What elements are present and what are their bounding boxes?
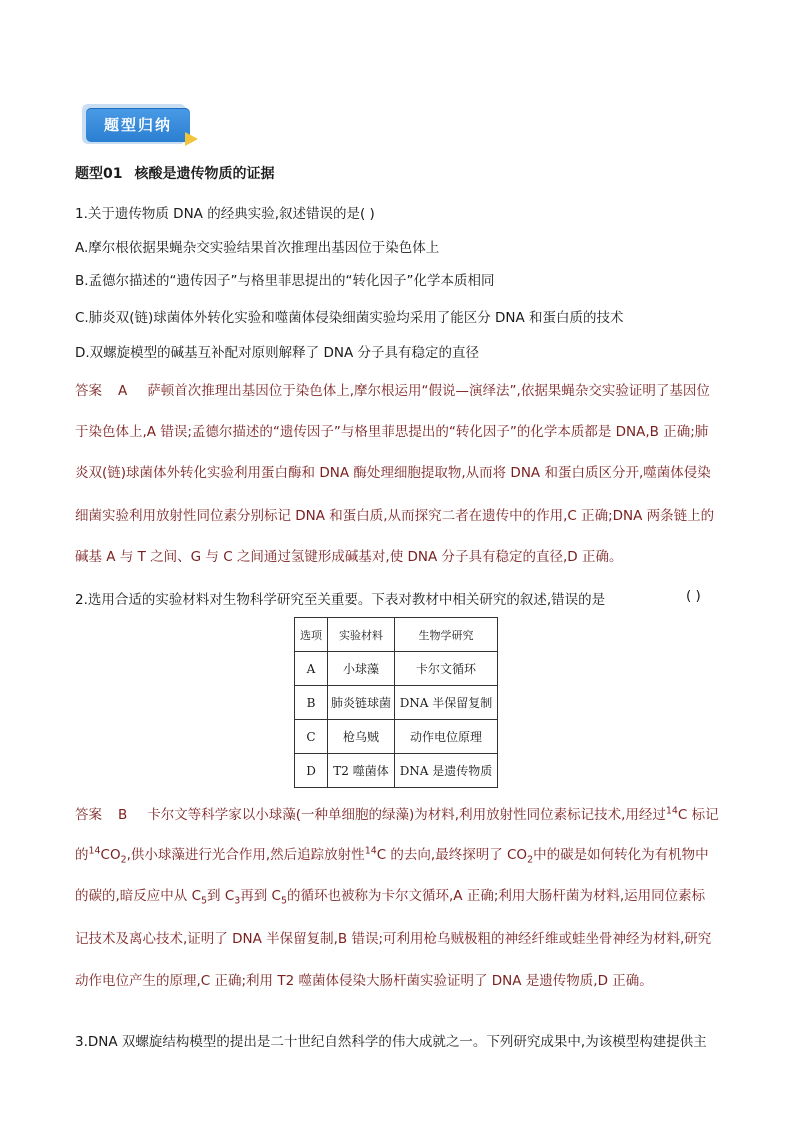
table-cell: D	[295, 754, 328, 788]
q1-option-d: D.双螺旋模型的碱基互补配对原则解释了 DNA 分子具有稳定的直径	[75, 345, 479, 361]
table-header-cell: 选项	[295, 618, 328, 652]
q1-explanation-5: 碱基 A 与 T 之间、G 与 C 之间通过氢键形成碱基对,使 DNA 分子具有稳定的直径,D 正确。	[75, 549, 623, 565]
q2-expl-sup: 14	[88, 845, 101, 857]
q2-answer-tag: 答案	[75, 807, 102, 823]
banner-accent-icon	[185, 132, 198, 146]
table-cell: 卡尔文循环	[395, 652, 498, 686]
q1-explanation-2: 于染色体上,A 错误;孟德尔描述的“遗传因子”与格里菲思提出的“转化因子”的化学本质都是 DNA,B 正确;肺	[75, 424, 709, 440]
q2-answer-key: B	[118, 807, 128, 823]
q2-expl-text: 再到 C	[240, 888, 281, 904]
q1-answer-line-1	[75, 379, 710, 399]
q2-expl-sub: 3	[234, 895, 241, 907]
q2-expl-sub: 2	[527, 854, 534, 866]
q2-table	[294, 617, 498, 788]
table-row	[295, 720, 498, 754]
table-cell: DNA 是遗传物质	[395, 754, 498, 788]
table-header-row	[295, 618, 498, 652]
q1-answer-key: A	[118, 383, 128, 399]
table-cell: C	[295, 720, 328, 754]
q2-answer-line-1	[75, 803, 719, 823]
table-cell: DNA 半保留复制	[395, 686, 498, 720]
section-number: 题型01	[75, 166, 123, 182]
q2-answer-line-2	[75, 843, 709, 866]
q1-option-b: B.孟德尔描述的“遗传因子”与格里菲思提出的“转化因子”化学本质相同	[75, 273, 495, 289]
table-row	[295, 754, 498, 788]
q2-expl-text: 的	[75, 847, 89, 863]
q2-expl-text: C 的去向,最终探明了 CO	[376, 847, 528, 863]
table-cell: 小球藻	[328, 652, 395, 686]
q2-expl-text: CO	[100, 847, 121, 863]
q2-expl-sub: 5	[201, 895, 208, 907]
q1-explanation-1: 萨顿首次推理出基因位于染色体上,摩尔根运用“假说—演绎法”,依据果蝇杂交实验证明了基因位	[147, 383, 710, 399]
q1-explanation-3: 炎双(链)球菌体外转化实验利用蛋白酶和 DNA 酶处理细胞提取物,从而将 DNA 和蛋白质区分开,噬菌体侵染	[75, 465, 711, 481]
section-title-text: 核酸是遗传物质的证据	[134, 166, 275, 182]
q2-answer-line-5: 动作电位产生的原理,C 正确;利用 T2 噬菌体侵染大肠杆菌实验证明了 DNA 是遗传物质,D 正确。	[75, 973, 653, 989]
q1-explanation-4: 细菌实验利用放射性同位素分别标记 DNA 和蛋白质,从而探究二者在遗传中的作用,C 正确;DNA 两条链上的	[75, 508, 715, 524]
table-row	[295, 686, 498, 720]
q2-expl-text: 中的碳是如何转化为有机物中	[533, 847, 709, 863]
q2-expl-text: 的循环也被称为卡尔文循环,A 正确;利用大肠杆菌为材料,运用同位素标	[287, 888, 706, 904]
q1-option-c: C.肺炎双(链)球菌体外转化实验和噬菌体侵染细菌实验均采用了能区分 DNA 和蛋白质的技术	[75, 310, 624, 326]
q2-expl-sub: 5	[280, 895, 287, 907]
q2-answer-line-3	[75, 884, 705, 907]
q2-expl-text: C 标记	[677, 807, 719, 823]
q2-stem: 2.选用合适的实验材料对生物科学研究至关重要。下表对教材中相关研究的叙述,错误的是	[75, 592, 606, 608]
table-cell: 枪乌贼	[328, 720, 395, 754]
table-cell: A	[295, 652, 328, 686]
section-banner	[82, 104, 200, 148]
table-cell: 动作电位原理	[395, 720, 498, 754]
section-title	[75, 163, 274, 183]
table-header-cell: 实验材料	[328, 618, 395, 652]
banner-label: 题型归纳	[103, 116, 172, 134]
q3-stem: 3.DNA 双螺旋结构模型的提出是二十世纪自然科学的伟大成就之一。下列研究成果中,为该模型构建提供主	[75, 1034, 707, 1050]
table-header-cell: 生物学研究	[395, 618, 498, 652]
q2-expl-text: 到 C	[207, 888, 235, 904]
q1-answer-tag: 答案	[75, 383, 102, 399]
q2-expl-sup: 14	[665, 805, 678, 817]
q2-expl-sub: 2	[120, 854, 127, 866]
q2-expl-text: 卡尔文等科学家以小球藻(一种单细胞的绿藻)为材料,利用放射性同位素标记技术,用经过	[147, 807, 666, 823]
table-cell: T2 噬菌体	[328, 754, 395, 788]
q2-answer-blank: ( )	[686, 588, 701, 604]
q1-option-a: A.摩尔根依据果蝇杂交实验结果首次推理出基因位于染色体上	[75, 240, 440, 256]
q2-expl-text: ,供小球藻进行光合作用,然后追踪放射性	[126, 847, 365, 863]
table-cell: B	[295, 686, 328, 720]
q2-answer-line-4: 记技术及离心技术,证明了 DNA 半保留复制,B 错误;可利用枪乌贼极粗的神经纤维或蛙坐骨神经为材料,研究	[75, 931, 712, 947]
q2-expl-sup: 14	[364, 845, 377, 857]
table-cell: 肺炎链球菌	[328, 686, 395, 720]
q1-stem: 1.关于遗传物质 DNA 的经典实验,叙述错误的是( )	[75, 206, 375, 222]
table-row	[295, 652, 498, 686]
q2-expl-text: 的碳的,暗反应中从 C	[75, 888, 202, 904]
